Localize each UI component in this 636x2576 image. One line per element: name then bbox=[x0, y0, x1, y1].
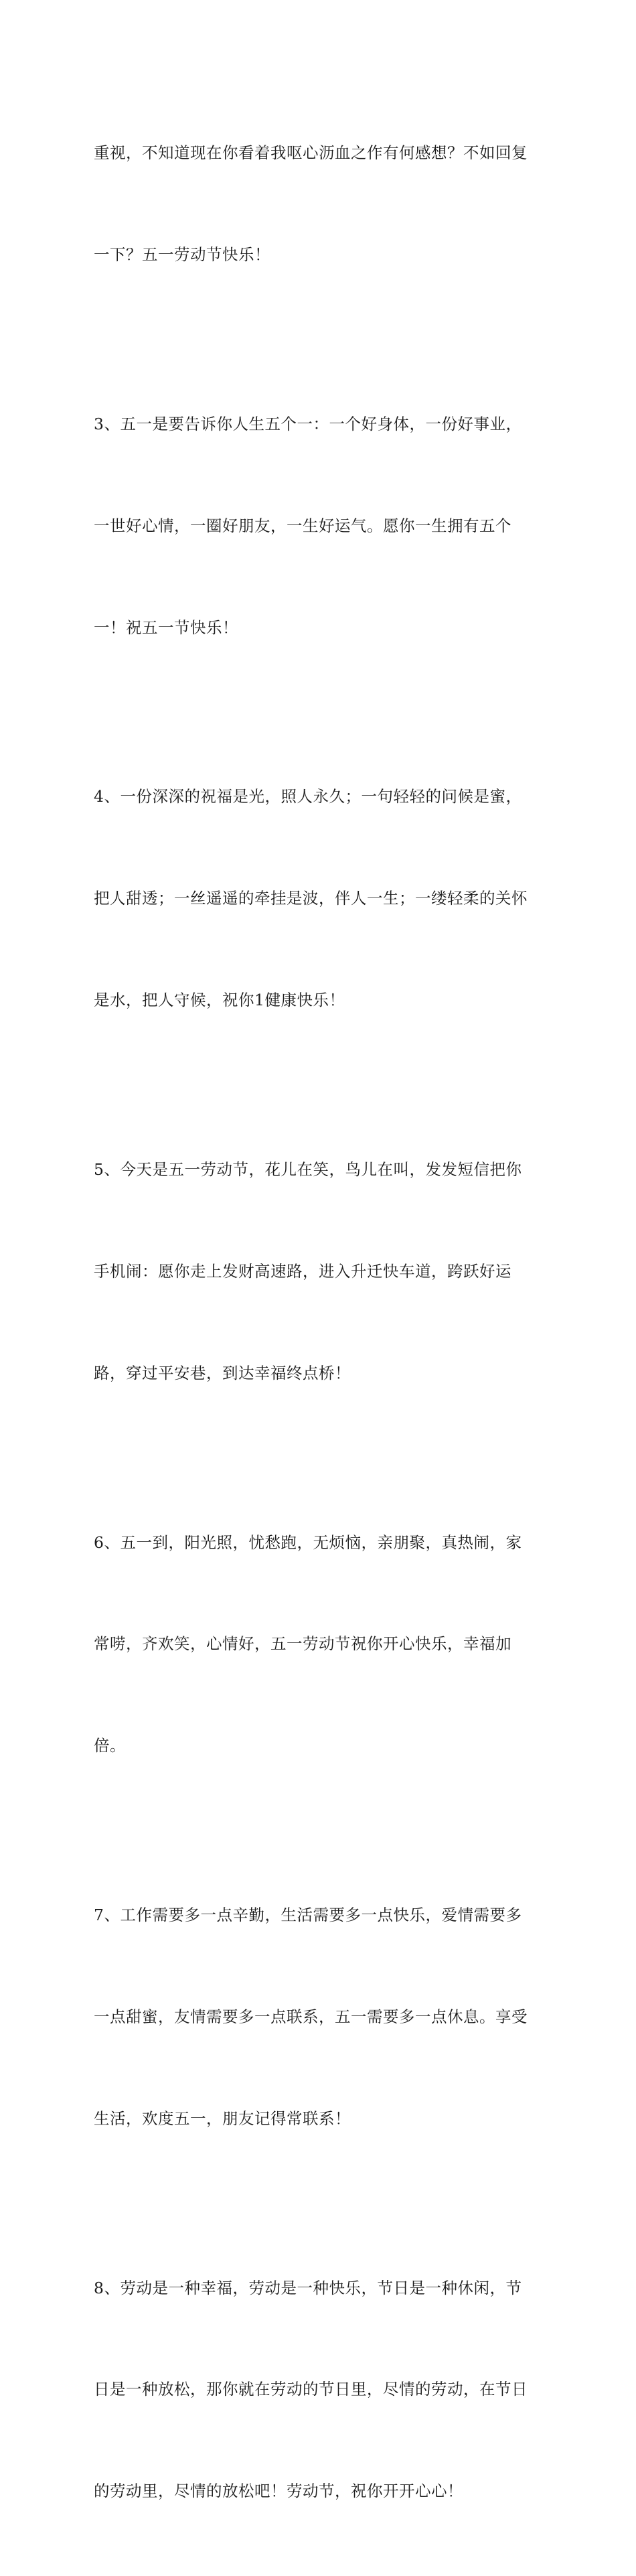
text-line: 把人甜透；一丝遥遥的牵挂是波，伴人一生；一缕轻柔的关怀 bbox=[94, 889, 528, 908]
text-line: 3、五一是要告诉你人生五个一：一个好身体，一份好事业， bbox=[94, 414, 522, 433]
text-line: 5、今天是五一劳动节，花儿在笑，鸟儿在叫，发发短信把你 bbox=[94, 1160, 522, 1179]
text-line: 4、一份深深的祝福是光，照人永久；一句轻轻的问候是蜜， bbox=[94, 787, 522, 806]
paragraph-4 bbox=[94, 712, 549, 1085]
paragraph-3 bbox=[94, 340, 549, 713]
text-line: 8、劳动是一种幸福，劳动是一种快乐，节日是一种休闲，节 bbox=[94, 2278, 522, 2297]
text-line: 一世好心情，一圈好朋友，一生好运气。愿你一生拥有五个 bbox=[94, 516, 511, 535]
text-line: 的劳动里，尽情的放松吧！劳动节，祝你开开心心！ bbox=[94, 2482, 463, 2501]
document-body bbox=[94, 68, 549, 2576]
paragraph-2-continuation bbox=[94, 68, 549, 340]
paragraph-8 bbox=[94, 2203, 549, 2576]
text-line: 日是一种放松，那你就在劳动的节日里，尽情的劳动，在节日 bbox=[94, 2380, 528, 2399]
text-line: 6、五一到，阳光照，忧愁跑，无烦恼，亲朋聚，真热闹，家 bbox=[94, 1532, 522, 1552]
text-line: 生活，欢度五一，朋友记得常联系！ bbox=[94, 2108, 351, 2128]
paragraph-6 bbox=[94, 1457, 549, 1831]
text-line: 手机闹：愿你走上发财高速路，进入升迁快车道，跨跃好运 bbox=[94, 1261, 511, 1281]
text-line: 是水，把人守候，祝你1健康快乐！ bbox=[94, 991, 345, 1010]
paragraph-5 bbox=[94, 1085, 549, 1458]
text-line: 常唠，齐欢笑，心情好，五一劳动节祝你开心快乐，幸福加 bbox=[94, 1634, 511, 1654]
text-line: 一！祝五一节快乐！ bbox=[94, 618, 238, 637]
text-line: 倍。 bbox=[94, 1736, 126, 1756]
text-line: 重视，不知道现在你看着我呕心沥血之作有何感想？不如回复 bbox=[94, 143, 528, 163]
text-line: 一点甜蜜，友情需要多一点联系，五一需要多一点休息。享受 bbox=[94, 2007, 528, 2026]
paragraph-7 bbox=[94, 1831, 549, 2204]
text-line: 路，穿过平安巷，到达幸福终点桥！ bbox=[94, 1363, 351, 1382]
text-line: 7、工作需要多一点辛勤，生活需要多一点快乐，爱情需要多 bbox=[94, 1906, 522, 1925]
text-line: 一下？五一劳动节快乐！ bbox=[94, 244, 270, 264]
